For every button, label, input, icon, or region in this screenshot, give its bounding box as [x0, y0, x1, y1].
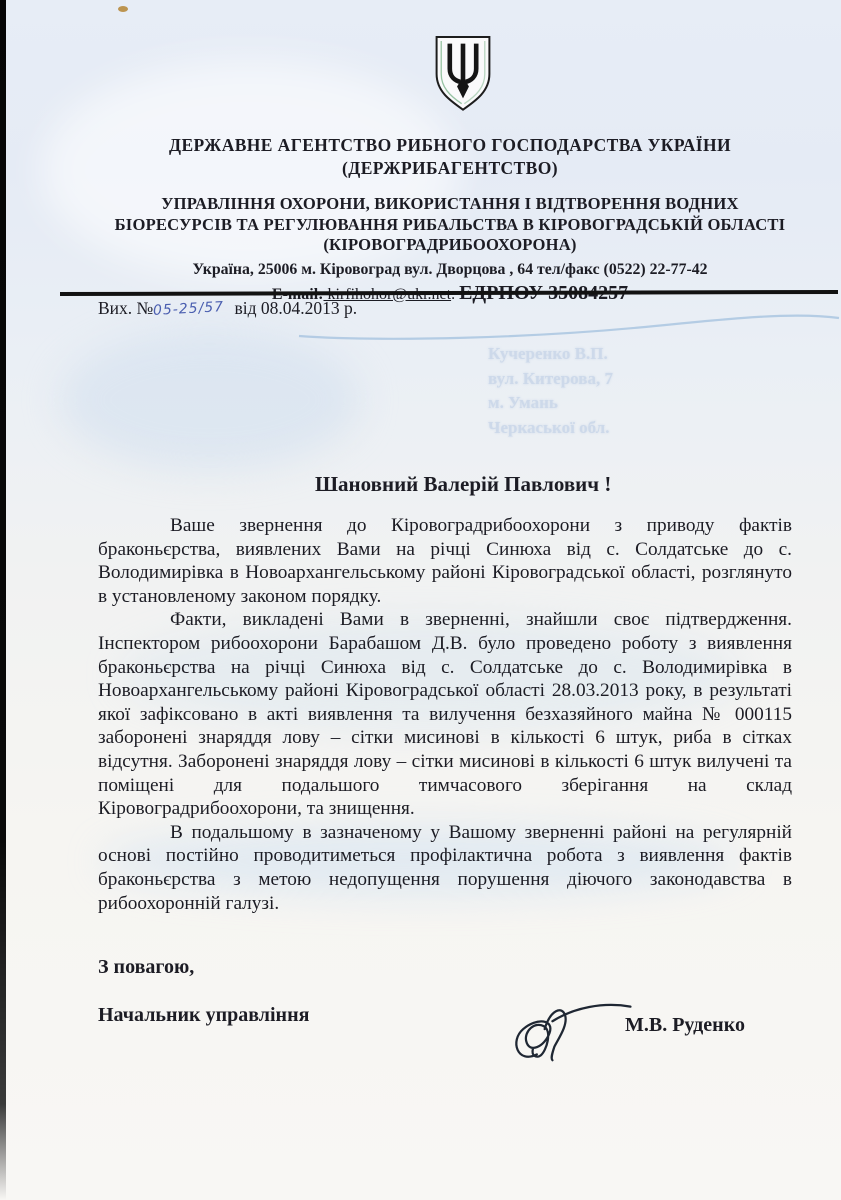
paragraph-3: В подальшому в зазначеному у Вашому зверненні районі на регулярній основі постійно проводитиметься профілактична робота з виявлення фактів браконьєрства з метою недопущення порушення діючого законодавства в рибоохоронній галузі.	[98, 821, 792, 914]
org-name-line1: ДЕРЖАВНЕ АГЕНТСТВО РИБНОГО ГОСПОДАРСТВА УКРАЇНИ	[169, 135, 731, 155]
letterhead	[90, 134, 810, 306]
ref-date: від 08.04.2013 р.	[234, 298, 358, 318]
dept-name-line2: БІОРЕСУРСІВ ТА РЕГУЛЮВАННЯ РИБАЛЬСТВА В КІРОВОГРАДСЬКІЙ ОБЛАСТІ	[114, 214, 786, 234]
signer-name: М.В. Руденко	[625, 1014, 745, 1036]
dept-name-line1: УПРАВЛІННЯ ОХОРОНИ, ВИКОРИСТАННЯ І ВІДТВОРЕННЯ ВОДНИХ	[161, 194, 739, 213]
ref-number-handwritten: 05-25/57	[152, 299, 225, 319]
recipient-address-block-faded	[488, 342, 613, 440]
recipient-name: Кучеренко В.П.	[488, 344, 608, 363]
dept-name-line3: (КІРОВОГРАДРИБООХОРОНА)	[323, 235, 577, 254]
paragraph-2: Факти, викладені Вами в зверненні, знайшли своє підтвердження. Інспектором рибоохорони Барабашом Д.В. було проведено роботу з виявлення браконьєрства на річці Синюха від с. Солдатське до с. Володимирівка в Новоархангельському районі Кіровоградської області 28.03.2013 року, в результаті якої зафіксовано в акті виявлення та вилучення безхазяйного майна № 000115 заборонені знаряддя лову – сітки мисинові в кількості 6 штук, риба в сітках відсутня. Заборонені знаряддя лову – сітки мисинові в кількості 6 штук вилучені та поміщені для подальшого тимчасового зберігання на склад Кіровоградрибоохорони, та знищення.	[98, 609, 792, 820]
letter-body	[98, 514, 792, 915]
ukraine-trident-emblem-icon	[430, 30, 496, 118]
signer-title: Начальник управління	[98, 1004, 310, 1026]
paper-speck	[118, 6, 128, 12]
scan-shading	[60, 330, 360, 470]
stray-blue-pen-stroke	[295, 304, 841, 344]
handwritten-signature-icon	[500, 992, 640, 1070]
recipient-street: вул. Китерова, 7	[488, 368, 613, 388]
ref-prefix: Вих. №	[98, 298, 154, 318]
postal-address-line: Україна, 25006 м. Кіровоград вул. Дворцова , 64 тел/факс (0522) 22-77-42	[192, 260, 708, 278]
org-name-line2: (ДЕРЖРИБАГЕНТСТВО)	[342, 158, 558, 178]
paragraph-1: Ваше звернення до Кіровоградрибоохорони з приводу фактів браконьєрства, виявлених Вами на річці Синюха від с. Солдатське до с. Володимирівка в Новоархангельському районі Кіровоградської області, розглянуто в установленому законом порядку.	[98, 515, 792, 607]
scan-border-strip	[0, 0, 6, 1200]
closing-phrase: З повагою,	[98, 956, 195, 978]
salutation: Шановний Валерій Павлович !	[315, 472, 612, 496]
recipient-region: Черкаської обл.	[488, 417, 610, 437]
recipient-city: м. Умань	[488, 393, 558, 412]
